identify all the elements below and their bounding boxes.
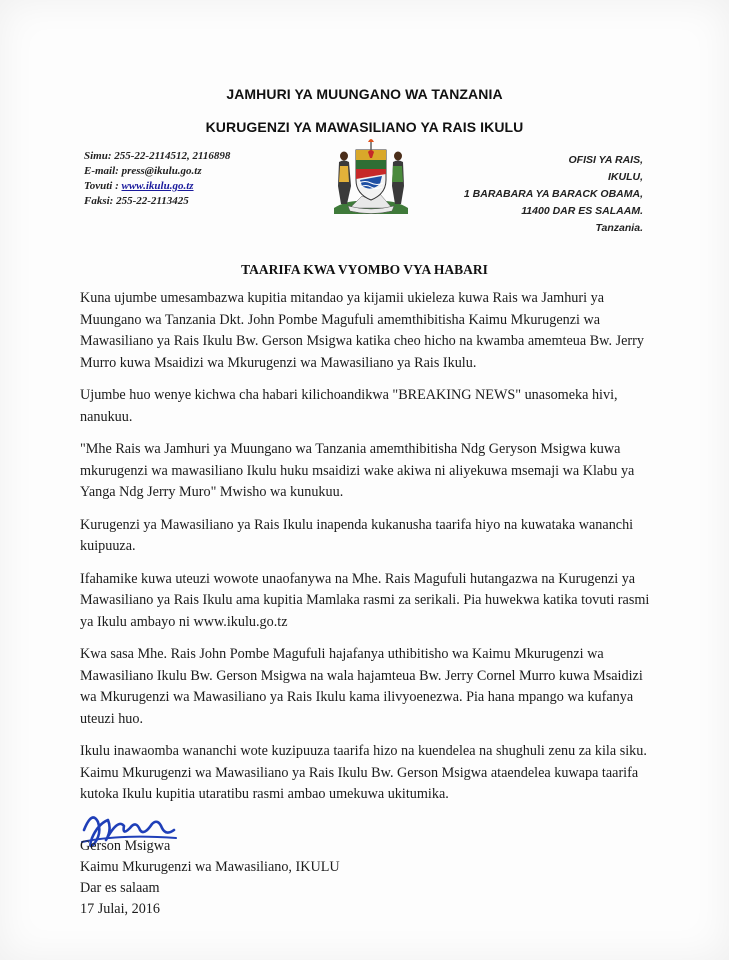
signatory-position: Kaimu Mkurugenzi wa Mawasiliano, IKULU [80, 859, 340, 875]
signatory-name: Gerson Msigwa [80, 838, 171, 854]
header-directorate: KURUGENZI YA MAWASILIANO YA RAIS IKULU [205, 119, 524, 135]
address-line-5: Tanzania. [595, 222, 643, 234]
address-line-4: 11400 DAR ES SALAAM. [521, 205, 643, 217]
paragraph: "Mhe Rais wa Jamhuri ya Muungano wa Tanzania amemthibitisha Ndg Geryson Msigwa kuwa mkurugenzi wa mawasiliano Ikulu huku msaidizi wake akiwa ni aliyekuwa msemaji wa Klabu ya Yanga Ndg Jerry Muro" Mwisho wa kunukuu. [80, 441, 635, 500]
letter-body [80, 288, 652, 817]
contact-website [84, 179, 230, 194]
website-link[interactable]: www.ikulu.go.tz [121, 180, 194, 192]
paragraph: Ikulu inawaomba wananchi wote kuzipuuza taarifa hizo na kuendelea na shughuli zenu za kila siku. Kaimu Mkurugenzi wa Mawasiliano ya Rais Ikulu Bw. Gerson Msigwa ataendelea kuwapa taarifa kutoka Ikulu kupitia utaratibu rasmi ambao umekuwa ukitumika. [80, 743, 647, 802]
contact-fax: Faksi: 255-22-2113425 [84, 195, 189, 207]
office-address [464, 152, 643, 237]
contact-phone: Simu: 255-22-2114512, 2116898 [84, 150, 231, 162]
document-title: TAARIFA KWA VYOMBO VYA HABARI [241, 262, 488, 277]
contact-email: E-mail: press@ikulu.go.tz [84, 165, 202, 177]
letter-place: Dar es salaam [80, 880, 160, 896]
header-country: JAMHURI YA MUUNGANO WA TANZANIA [226, 86, 503, 102]
coat-of-arms-icon [330, 136, 412, 216]
paragraph: Kuna ujumbe umesambazwa kupitia mitandao ya kijamii ukieleza kuwa Rais wa Jamhuri ya Muungano wa Tanzania Dkt. John Pombe Magufuli amemthibitisha Kaimu Mkurugenzi wa Mawasiliano ya Rais Ikulu Bw. Gerson Msigwa katika cheo hicho na kwamba amemteua Bw. Jerry Murro kuwa Msaidizi wa Mkurugenzi wa Mawasiliano ya Rais Ikulu. [80, 290, 644, 371]
letter-date: 17 Julai, 2016 [80, 901, 160, 917]
paragraph: Kurugenzi ya Mawasiliano ya Rais Ikulu inapenda kukanusha taarifa hiyo na kuwataka wananchi kuipuuza. [80, 516, 634, 554]
paragraph: Ifahamike kuwa uteuzi wowote unaofanywa na Mhe. Rais Magufuli hutangazwa na Kurugenzi ya Mawasiliano ya Rais Ikulu ama kupitia Mamlaka rasmi za serikali. Pia huwekwa katika tovuti rasmi ya Ikulu ambayo ni www.ikulu.go.tz [80, 570, 650, 630]
signature-block [80, 836, 340, 920]
address-line-2: IKULU, [608, 171, 643, 183]
contact-website-label: Tovuti : [84, 180, 122, 192]
paragraph: Kwa sasa Mhe. Rais John Pombe Magufuli hajafanya uthibitisho wa Kaimu Mkurugenzi wa Mawasiliano Ikulu Bw. Gerson Msigwa na wala hajamteua Bw. Jerry Cornel Murro kuwa Msaidizi wa Mkurugenzi wa Mawasiliano ya Rais Ikulu kama ilivyoenezwa. Pia hana mpango wa kufanya uteuzi huo. [80, 646, 643, 727]
paragraph: Ujumbe huo wenye kichwa cha habari kilichoandikwa "BREAKING NEWS" unasomeka hivi, nanukuu. [80, 387, 618, 425]
address-line-1: OFISI YA RAIS, [568, 154, 643, 166]
contact-block [84, 149, 230, 209]
address-line-3: 1 BARABARA YA BARACK OBAMA, [463, 188, 643, 200]
